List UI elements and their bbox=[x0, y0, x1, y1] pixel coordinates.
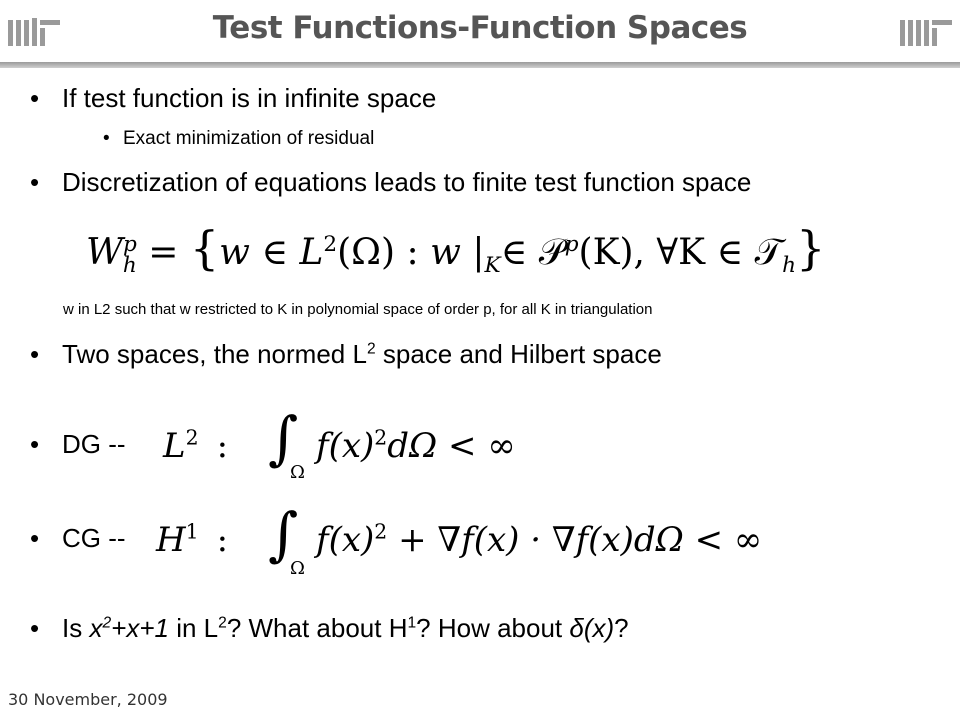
bullet-icon: • bbox=[30, 83, 40, 113]
dg-space-label: $L^2$ : bbox=[163, 425, 229, 466]
bullet-icon: • bbox=[30, 339, 40, 369]
cg-integrand: $f(x)^2 + \nabla f(x) \cdot \nabla f(x)d\Omega$ < ∞ bbox=[316, 519, 763, 560]
header-divider bbox=[0, 62, 960, 68]
cg-space-label: $H^1$ : bbox=[156, 519, 229, 560]
mit-logo-right-icon bbox=[900, 18, 952, 48]
bullet-icon: • bbox=[30, 613, 40, 643]
dg-integral-domain: Ω bbox=[290, 462, 305, 483]
bullet-text: DG -- bbox=[62, 429, 126, 459]
formula-explanation: w in L2 such that w restricted to K in polynomial space of order p, for all K in triangulation bbox=[63, 301, 653, 318]
sub-bullet-icon: • bbox=[103, 128, 110, 149]
dg-integrand: $f(x)^2d\Omega$ < ∞ bbox=[316, 425, 516, 466]
cg-integral-domain: Ω bbox=[290, 558, 305, 579]
page-title: Test Functions-Function Spaces bbox=[212, 10, 748, 46]
formula-test-space: $W^p_h = \{w$ ∈ $L^2(\Omega)$ : w $|_K\in$ 𝒫$^p$(K), ∀K ∈ 𝒯$_h$} bbox=[86, 221, 826, 279]
footer-date: 30 November, 2009 bbox=[8, 690, 168, 709]
bullet-text: If test function is in infinite space bbox=[62, 83, 437, 113]
bullet-icon: • bbox=[30, 429, 40, 459]
cg-integral-icon: ∫ bbox=[268, 500, 299, 568]
bullet-icon: • bbox=[30, 167, 40, 197]
bullet-icon: • bbox=[30, 523, 40, 553]
slide-header bbox=[0, 0, 960, 68]
dg-integral-icon: ∫ bbox=[268, 404, 299, 472]
bullet-text: CG -- bbox=[62, 523, 126, 553]
bullet-text: Two spaces, the normed $L^2$ space and Hilbert space bbox=[62, 339, 662, 369]
sub-bullet-text: Exact minimization of residual bbox=[123, 128, 375, 149]
bullet-text: Is $x^2+x+1$ in $L^2$? What about $H^1$? How about δ(x)? bbox=[62, 613, 629, 643]
bullet-text: Discretization of equations leads to finite test function space bbox=[62, 167, 752, 197]
